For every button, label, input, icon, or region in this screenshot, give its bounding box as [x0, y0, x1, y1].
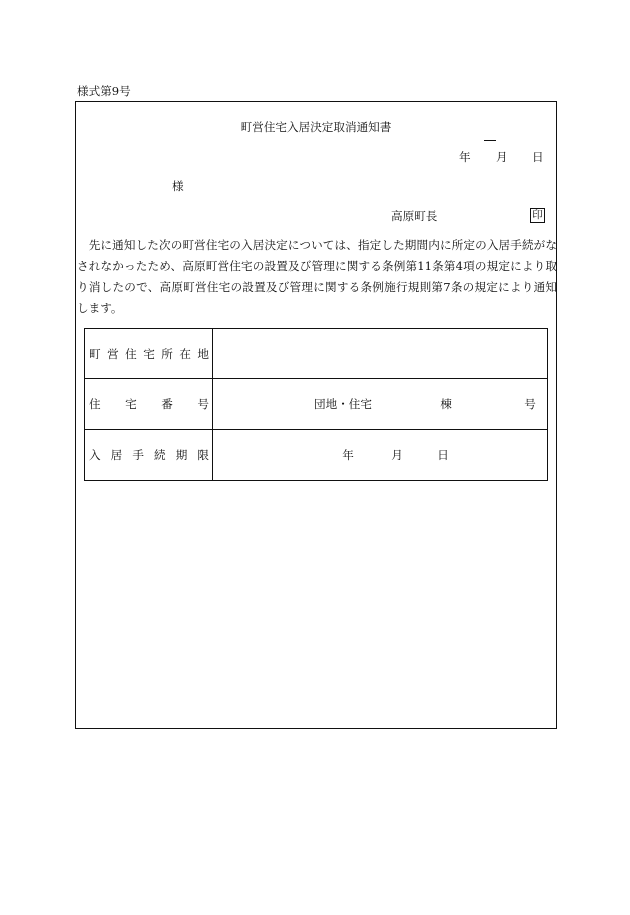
housing-number-value-cell — [213, 379, 547, 429]
unit-number-label: 号 — [524, 397, 536, 411]
date-day-label: 日 — [532, 150, 544, 164]
date-month-label: 月 — [496, 150, 508, 164]
details-table — [84, 328, 548, 481]
deadline-label-cell — [85, 430, 212, 480]
location-label: 町営住宅所在地 — [89, 346, 209, 361]
date-dash-mark — [484, 140, 496, 141]
deadline-label: 入居手続期限 — [89, 448, 209, 462]
body-line: します。 — [77, 301, 123, 315]
housing-estate-label: 団地・住宅 — [314, 397, 372, 411]
deadline-month-label: 月 — [391, 448, 403, 462]
date-year-label: 年 — [459, 150, 471, 164]
addressee-suffix: 様 — [172, 179, 184, 193]
location-label-cell — [85, 329, 212, 378]
body-line: されなかったため、高原町営住宅の設置及び管理に関する条例第11条第4項の規定により取 — [77, 259, 557, 273]
housing-number-label: 住宅番号 — [89, 397, 209, 411]
deadline-day-label: 日 — [437, 448, 449, 462]
building-label: 棟 — [440, 397, 452, 411]
document-title: 町営住宅入居決定取消通知書 — [240, 120, 392, 134]
seal-mark: 印 — [530, 208, 545, 223]
notice-body — [77, 235, 557, 319]
form-number: 様式第9号 — [77, 84, 131, 98]
body-line: り消したので、高原町営住宅の設置及び管理に関する条例施行規則第7条の規定により通知 — [77, 280, 557, 294]
issuer-name: 高原町長 — [391, 209, 438, 223]
body-line: 先に通知した次の町営住宅の入居決定については、指定した期間内に所定の入居手続がな — [77, 238, 557, 252]
location-value-cell — [213, 329, 547, 378]
deadline-year-label: 年 — [342, 448, 354, 462]
deadline-value-cell — [213, 430, 547, 480]
housing-number-label-cell — [85, 379, 212, 429]
